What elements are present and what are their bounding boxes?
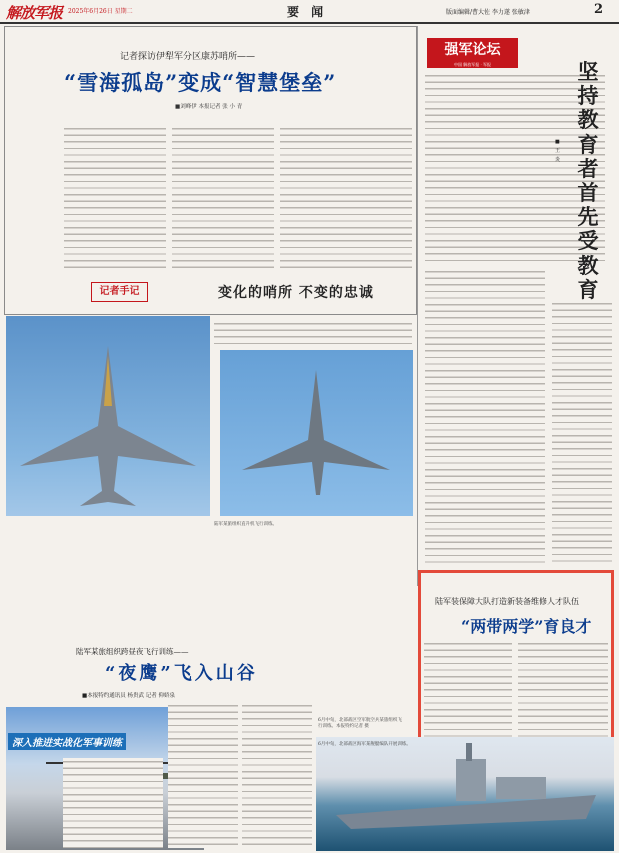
commentary-body-text: [552, 300, 612, 566]
article-headline: “雪海孤岛”变成“智慧堡垒”: [64, 70, 337, 95]
essay-headline: 变化的哨所 不变的忠诚: [218, 285, 374, 301]
article2-body-text: [518, 640, 608, 742]
issue-date: 2025年6月26日 星期二: [68, 8, 133, 15]
page-number: 2: [594, 2, 604, 17]
helicopter-photo: [220, 350, 413, 516]
column-banner: [427, 38, 518, 68]
page-editors: 版面编辑/曹大佐 李力遂 张敏津: [446, 9, 530, 16]
article3-headline: “夜鹰”飞入山谷: [105, 663, 258, 684]
commentary-author: ■王 炎: [555, 139, 561, 163]
article-byline: ■刘峰伊 本报记者 张 小 青: [175, 104, 243, 110]
section-title: 要 闻: [287, 5, 328, 19]
jet-illustration: [6, 316, 210, 516]
article2-headline: “两带两学”育良才: [461, 617, 592, 636]
fighter-jet-photo: [6, 316, 210, 516]
aircraft-illustration: [220, 350, 413, 516]
commentary-body-text: [425, 268, 545, 568]
article-body-text: [64, 125, 166, 273]
article3-kicker: 陆军某旅组织跨昼夜飞行训练——: [76, 647, 189, 656]
article-body-text: [172, 125, 274, 273]
photo-caption: 6月中旬，北部战区空军航空兵某旅组织飞行训练。本报特约记者 摄: [318, 718, 402, 729]
essay-body-text: [214, 320, 412, 346]
article-kicker: 记者探访伊犁军分区康苏哨所——: [120, 52, 256, 62]
article2-body-text: [424, 640, 512, 742]
article3-byline: ■本报特约通讯员 杨贵武 记者 仰娇泉: [82, 693, 175, 699]
article-body-text: [280, 125, 412, 273]
column-divider: [417, 26, 418, 586]
banner-title: 强军论坛: [444, 42, 501, 58]
warship-photo: [316, 737, 614, 851]
training-strip-banner: 深入推进实战化军事训练: [8, 733, 126, 750]
essay-badge: 记者手记: [91, 282, 148, 302]
photo-caption: 6月中旬，北部战区海军某舰艇编队开展训练。: [318, 742, 411, 747]
photo-caption: 陆军某旅组织直升机飞行训练。: [214, 522, 277, 527]
newspaper-logo: 解放军报: [6, 4, 63, 22]
commentary-headline: 坚持教育者首先受教育: [577, 59, 599, 302]
article3-body-text: [242, 702, 312, 848]
article3-body-text: [63, 758, 163, 848]
ship-illustration: [316, 737, 614, 851]
article2-kicker: 陆军装保障大队打造新装备维修人才队伍: [435, 597, 579, 606]
article3-body-text: [168, 702, 238, 848]
banner-subtitle: 中国 解放军报 · 军报: [453, 62, 492, 67]
